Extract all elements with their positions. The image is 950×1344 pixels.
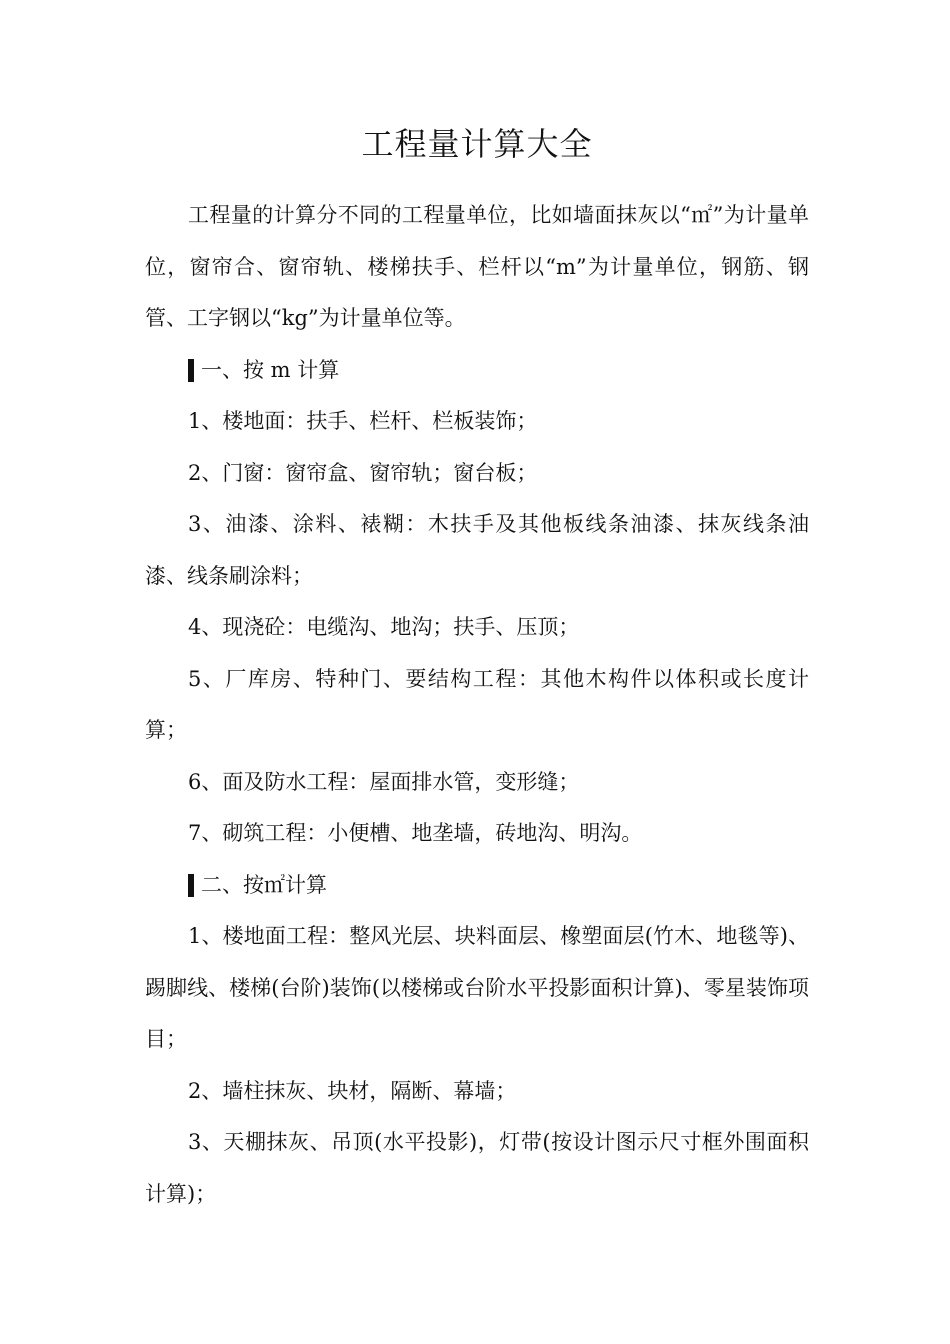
list-item: 6、面及防水工程：屋面排水管，变形缝； <box>188 769 580 794</box>
heading-marker-bar <box>188 359 194 382</box>
document-body <box>145 190 809 1220</box>
list-item: 7、砌筑工程：小便槽、地垄墙，砖地沟、明沟。 <box>188 821 643 845</box>
heading-marker-bar <box>188 874 194 897</box>
list-item: 1、楼地面：扶手、栏杆、栏板装饰； <box>188 409 538 433</box>
section-heading-text: 二、按㎡计算 <box>201 872 327 897</box>
list-item: 2、门窗：窗帘盒、窗帘轨；窗台板； <box>188 460 538 485</box>
list-item: 3、油漆、涂料、裱糊：木扶手及其他板线条油漆、抹灰线条油漆、线条刷涂料； <box>145 512 809 588</box>
section-heading-meter <box>145 345 809 397</box>
intro-paragraph: 工程量的计算分不同的工程量单位，比如墙面抹灰以“㎡”为计量单位，窗帘合、窗帘轨、楼梯扶手、栏杆以“m”为计量单位，钢筋、钢管、工字钢以“kg”为计量单位等。 <box>145 203 809 330</box>
list-item: 1、楼地面工程：整风光层、块料面层、橡塑面层(竹木、地毯等)、踢脚线、楼梯(台阶)装饰(以楼梯或台阶水平投影面积计算)、零星装饰项目； <box>145 924 809 1051</box>
document-title: 工程量计算大全 <box>361 125 593 163</box>
list-item: 3、天棚抹灰、吊顶(水平投影)，灯带(按设计图示尺寸框外围面积计算)； <box>145 1130 809 1206</box>
list-item: 2、墙柱抹灰、块材，隔断、幕墙； <box>188 1078 517 1103</box>
list-item: 4、现浇砼：电缆沟、地沟；扶手、压顶； <box>188 615 580 639</box>
section-heading-square-meter <box>145 860 809 912</box>
list-item: 5、厂库房、特种门、要结构工程：其他木构件以体积或长度计算； <box>145 666 809 742</box>
section-heading-text: 一、按 m 计算 <box>201 357 340 382</box>
